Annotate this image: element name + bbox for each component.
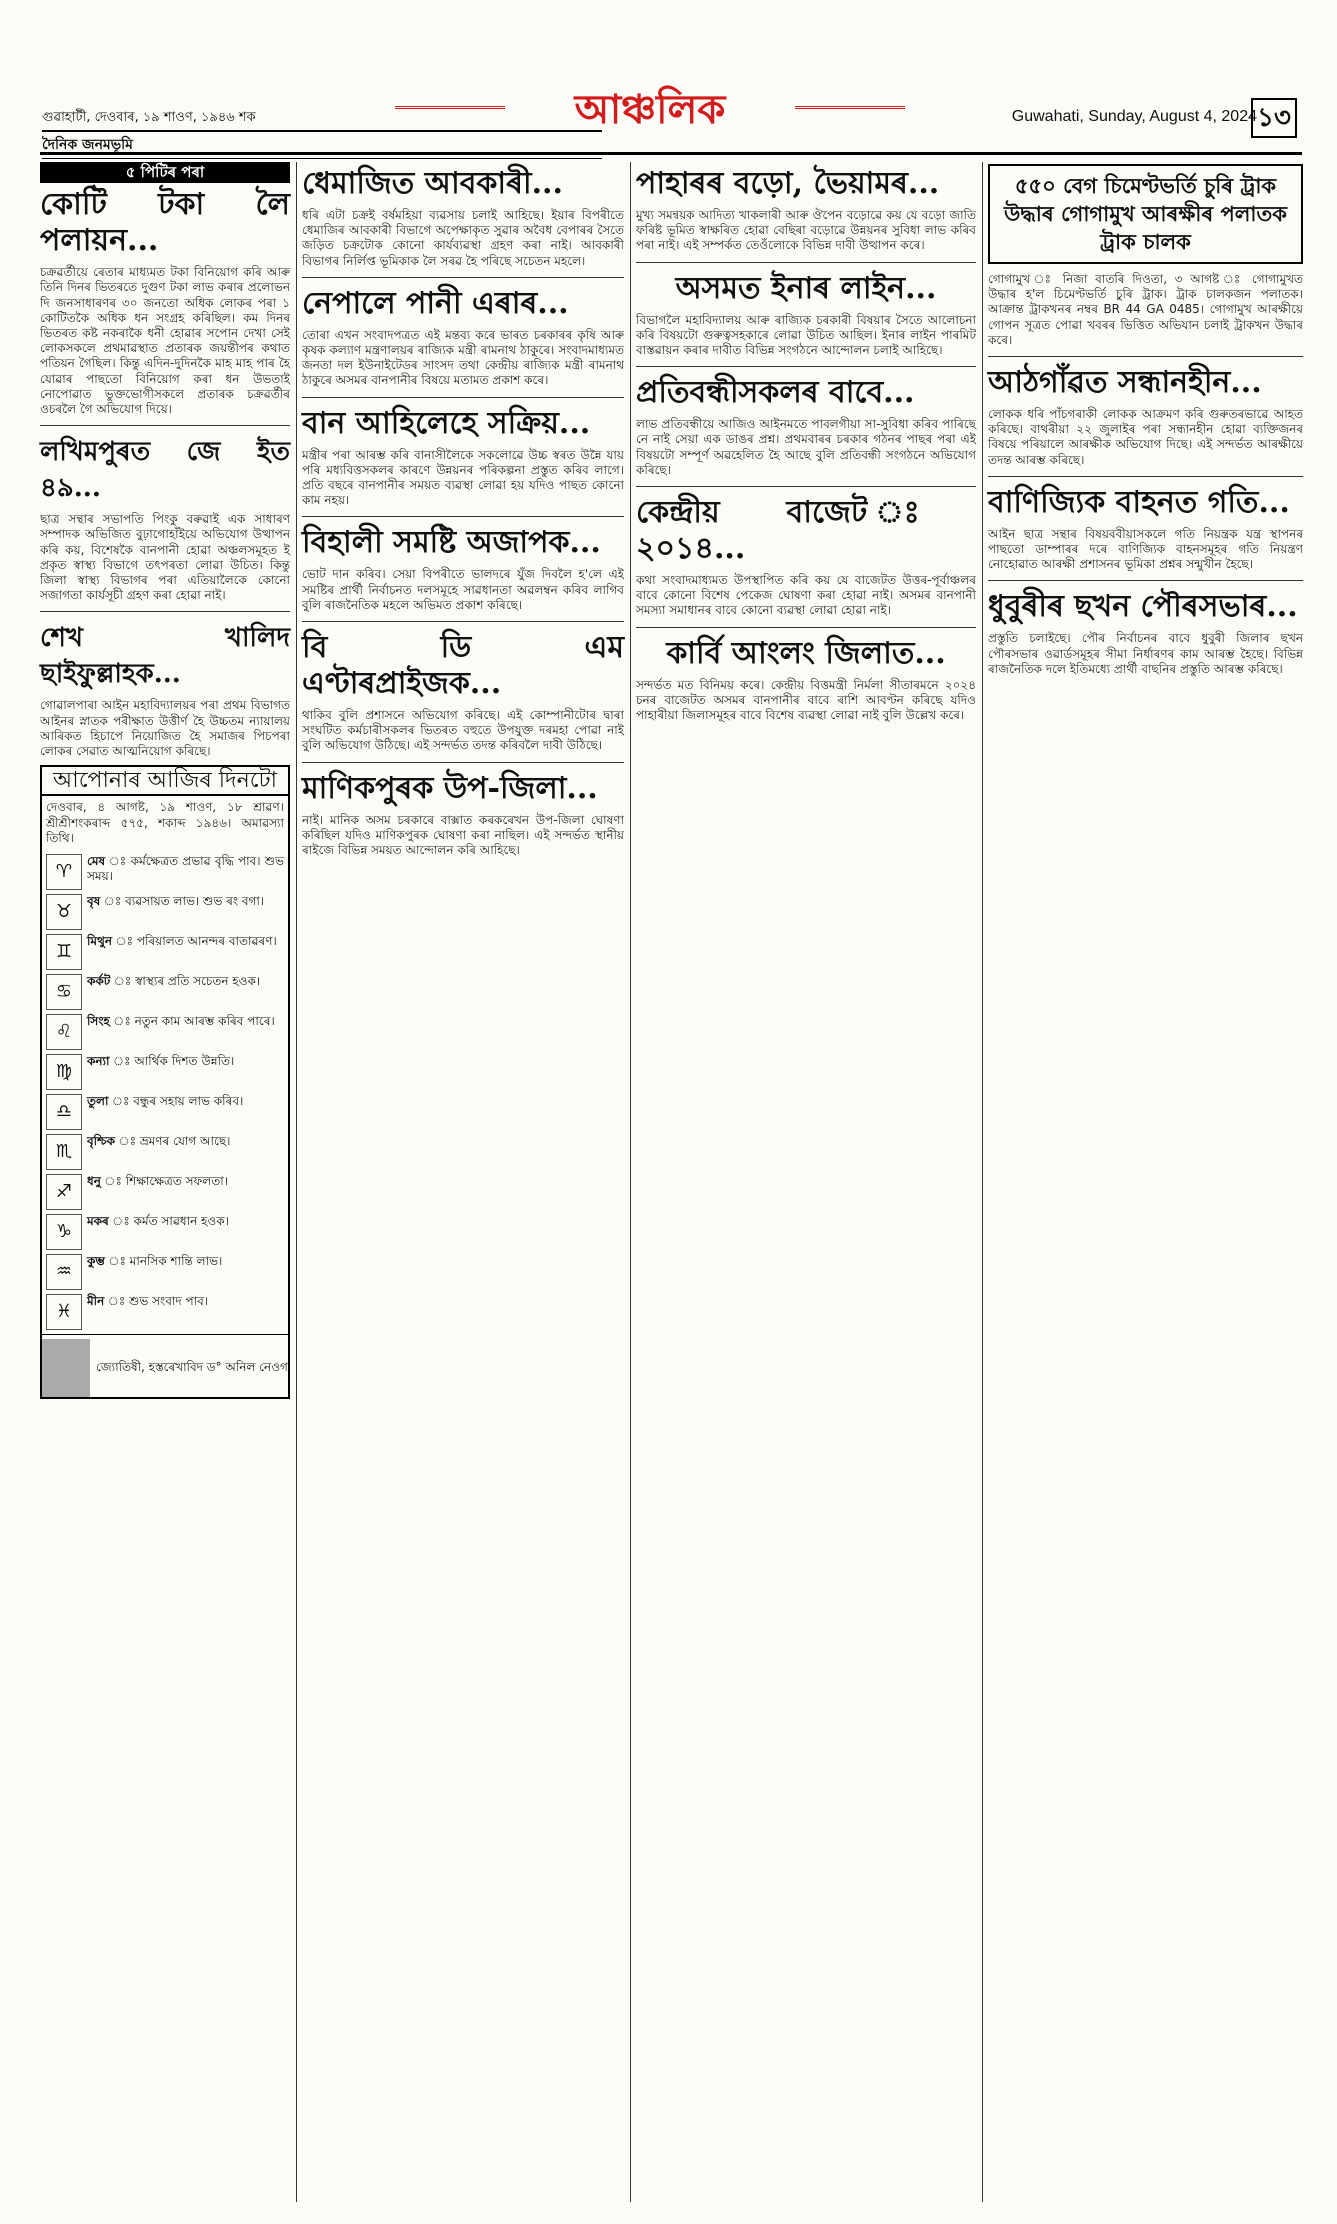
zodiac-icon: ♍ xyxy=(46,1054,82,1090)
article-body: গোৱালপাৰা আইন মহাবিদ্যালয়ৰ পৰা প্ৰথম বিভাগত আইনৰ স্নাতক পৰীক্ষাত উত্তীৰ্ণ হৈ উচ্চতম ন্যায়ালয় আৰিকত হিচাপে নিয়োজিত হৈ সমাজৰ পিচপৰা লোকৰ সেৱাত আত্মনিয়োগ কৰিছে। xyxy=(40,698,290,759)
article-headline: বি ডি এম এণ্টাৰপ্ৰাইজক... xyxy=(302,630,624,702)
zodiac-icon: ♌ xyxy=(46,1014,82,1050)
continued-label: ৫ পিটিৰ পৰা xyxy=(40,162,290,183)
article-headline: মাণিকপুৰক উপ-জিলা... xyxy=(302,770,598,806)
zodiac-entry: ♏ বৃশ্চিক ঃ ভ্ৰমণৰ যোগ আছে। xyxy=(46,1134,284,1170)
zodiac-entry: ♊ মিথুন ঃ পৰিয়ালত আনন্দৰ বাতাৱৰণ। xyxy=(46,934,284,970)
article-body: ছাত্ৰ সন্থাৰ সভাপতি পিংকু বৰুৱাই এক সাধাৰণ সম্পাদক অভিজিত বুঢ়াগোহাঁইয়ে অভিযোগ উত্থাপন কৰি কয়, বিশেষকৈ বানপানী হোৱা অঞ্চলসমূহত ই প্ৰকৃত স্বাস্থ্য বিভাগে তৎপৰতা লোৱা উচিত। কিন্তু জিলা স্বাস্থ্য বিভাগৰ পৰা এতিয়ালৈকে কোনো সজাগতা কাৰ্যসূচী গ্ৰহণ কৰা হোৱা নাই। xyxy=(40,512,290,603)
astrologer-credit: জ্যোতিষী, হস্তৰেখাবিদ ড° অনিল নেওগ xyxy=(42,1334,288,1397)
zodiac-icon: ♊ xyxy=(46,934,82,970)
article-body: সন্দৰ্ভত মত বিনিময় কৰে। কেন্দ্ৰীয় বিত্তমন্ত্ৰী নিৰ্মলা সীতাৰমনে ২০২৪ চনৰ বাজেটত অসমৰ বানপানীৰ বাবে ৰাশি আবণ্টন কৰিছে যদিও পাহাৰীয়া জিলাসমূহৰ বাবে বিশেষ ব্যৱস্থা লোৱা নাই বুলি উল্লেখ কৰে। xyxy=(636,677,976,723)
column-divider xyxy=(296,162,297,2202)
article-body: চক্ৰৱৰ্তীয়ে ৰেতাৰ মাধ্যমত টকা বিনিয়োগ কৰি আৰু তিনি দিনৰ ভিতৰতে দুগুণ টকা লাভ কৰাৰ প্ৰলোভন দি জনসাধাৰণৰ ৩০ জনতো অধিক লোকৰ পৰা ১ কোটিতকৈ অধিক ধন সংগ্ৰহ কৰিছিল। কম দিনৰ ভিতৰত কষ্ট নকৰাকৈ ধনী হোৱাৰ সপোন দেখা সেই লোকসকলে প্ৰথমাৱস্থাত প্ৰতাৰক জয়ন্তীপৰ কথাত পতিয়ন গৈছিল। কিন্তু এদিন-দুদিনকৈ মাহ মাহ পাৰ হৈ যোৱাৰ পাছতো বিনিয়োগ কৰা ধন উভতাই নোপোৱাত ভুক্তভোগীসকলে প্ৰতাৰক চক্ৰৱৰ্তীৰ ওচৰলৈ গৈ অভিযোগ দিয়ে। xyxy=(40,265,290,417)
zodiac-entry: ♈ মেষ ঃ কৰ্মক্ষেত্ৰত প্ৰভাৱ বৃদ্ধি পাব। শুভ সময়। xyxy=(46,854,284,890)
column-4 xyxy=(988,162,1303,677)
date-english: Guwahati, Sunday, August 4, 2024 xyxy=(1011,108,1257,125)
article-body: লোকক ধৰি পাঁচগৰাকী লোকক আক্ৰমণ কৰি গুৰুতৰভাৱে আহত কৰিছে। বাথৰীয়া ২২ জুলাইৰ পৰা সন্ধানহীন হোৱা ব্যক্তিজনৰ বিষয়ে পৰিয়ালে আৰক্ষীক অভিযোগ দিছে। এই সন্দৰ্ভত আৰক্ষীয়ে তদন্ত আৰম্ভ কৰিছে। xyxy=(988,407,1303,467)
article-headline: নেপালে পানী এৰাৰ... xyxy=(302,285,569,321)
article-headline: ৫৫০ বেগ চিমেণ্টভৰ্তি চুৰি ট্ৰাক উদ্ধাৰ গোগামুখ আৰক্ষীৰ পলাতক ট্ৰাক চালক xyxy=(988,164,1303,264)
article-body: মন্ত্ৰীৰ পৰা আৰম্ভ কৰি বানাসীলৈকে সকলোৱে উচ্চ স্বৰত উন্নৈ যায় পৰি মধ্যবিত্তসকলৰ কাৰণে উন্নয়নৰ পৰিকল্পনা প্ৰস্তুত কৰিব লাগে। প্ৰতি বছৰে বানপানীৰ সময়ত ব্যৱস্থা লোৱা হয় যদিও পাছত কোনো কাম নহয়। xyxy=(302,447,624,508)
article-body: নাই। মানিক অসম চৰকাৰে বাক্সাত কৰকৰেখন উপ-জিলা ঘোষণা কৰিছিল যদিও মাণিকপুৰক ঘোষণা কৰা নাছিল। এই সন্দৰ্ভত স্থানীয় ৰাইজে বিভিন্ন সময়ত আন্দোলন কৰি আহিছে। xyxy=(302,812,624,858)
page-number: ১৩ xyxy=(1251,98,1297,138)
article-headline: আঠগাঁৱত সন্ধানহীন... xyxy=(988,365,1262,401)
zodiac-entry: ♉ বৃষ ঃ ব্যৱসায়ত লাভ। শুভ ৰং বগা। xyxy=(46,894,284,930)
article-body: কথা সংবাদমাধ্যমত উপস্থাপিত কৰি কয় যে বাজেটত উত্তৰ-পূৰ্বাঞ্চলৰ বাবে কোনো বিশেষ পেকেজ ঘোষণা কৰা হোৱা নাই। অসমৰ বানপানী সমস্যা সমাধানৰ বাবে কোনো ব্যৱস্থা লোৱা হোৱা নাই। xyxy=(636,573,976,618)
article-headline: বান আহিলেহে সক্ৰিয়... xyxy=(302,405,591,441)
zodiac-icon: ♈ xyxy=(46,854,82,890)
date-local: গুৱাহাটী, দেওবাৰ, ১৯ শাওণ, ১৯৪৬ শক xyxy=(42,110,256,125)
article-body: তোৰা এখন সংবাদপত্ৰত এই মন্তব্য কৰে ভাৰত চৰকাৰৰ কৃষি আৰু কৃষক কল্যাণ মন্ত্ৰণালয়ৰ ৰাজ্যিক মন্ত্ৰী ৰামনাথ ঠাকুৰে। সংবাদমাধ্যমত জনতা দল ইউনাইটেডৰ সাংসদ তথা কেন্দ্ৰীয় ৰাজ্যিক মন্ত্ৰী ৰামনাথ ঠাকুৰে অসমৰ বানপানীৰ বিষয়ে মতামত প্ৰকাশ কৰে। xyxy=(302,327,624,388)
zodiac-entry: ♌ সিংহ ঃ নতুন কাম আৰম্ভ কৰিব পাৰে। xyxy=(46,1014,284,1050)
zodiac-icon: ♒ xyxy=(46,1254,82,1290)
article-body: বিভাগলৈ মহাবিদ্যালয় আৰু ৰাজ্যিক চৰকাৰী বিষয়াৰ সৈতে আলোচনা কৰি বিষয়টো গুৰুত্বসহকাৰে লোৱা উচিত আছিল। ইনাৰ লাইন পাৰমিট বাস্তৱায়ন কৰাৰ দাবীত বিভিন্ন সংগঠনে আন্দোলন চলাই আহিছে। xyxy=(636,312,976,358)
zodiac-icon: ♋ xyxy=(46,974,82,1010)
zodiac-icon: ♎ xyxy=(46,1094,82,1130)
article-body: গোগামুখ ঃ নিজা বাতৰি দিওতা, ৩ আগষ্ট ঃ গোগামুখত উদ্ধাৰ হ'ল চিমেণ্টভৰ্তি চুৰি ট্ৰাক। ট্ৰাক চালকজন পলাতক। আক্ৰান্ত ট্ৰাকখনৰ নম্বৰ BR 44 GA 0485। গোগামুখ আৰক্ষীয়ে গোপন সূত্ৰত পোৱা খবৰৰ ভিত্তিত অভিযান চলাই ট্ৰাকখন উদ্ধাৰ কৰে। xyxy=(988,272,1303,347)
column-1 xyxy=(40,162,290,1399)
zodiac-entry: ♐ ধনু ঃ শিক্ষাক্ষেত্ৰত সফলতা। xyxy=(46,1174,284,1210)
zodiac-entry: ♍ কন্যা ঃ আৰ্থিক দিশত উন্নতি। xyxy=(46,1054,284,1090)
article-body: মুখ্য সমন্বয়ক আদিত্য খাকলাৰী আৰু ঔপেন বড়োৱে কয় যে বড়ো জাতি ফৰিষ্ট ভূমিত স্বাক্ষৰিত হোৱা বেছিৰা বড়োৱে উন্নয়নৰ সুবিধা লাভ কৰিব পৰা নাই। এই সম্পৰ্কত তেওঁলোকে বিভিন্ন দাবী উত্থাপন কৰে। xyxy=(636,208,976,253)
zodiac-icon: ♑ xyxy=(46,1214,82,1250)
zodiac-entry: ♑ মকৰ ঃ কৰ্মত সাৱধান হওক। xyxy=(46,1214,284,1250)
article-headline: ধেমাজিত আবকাৰী... xyxy=(302,166,563,201)
horoscope-box xyxy=(40,765,290,1399)
article-headline: কাৰ্বি আংলং জিলাত... xyxy=(666,635,946,671)
zodiac-icon: ♏ xyxy=(46,1134,82,1170)
article-body: ধৰি এটা চক্ৰই বৰ্ষমহিয়া ব্যৱসায় চলাই আহিছে। ইয়াৰ বিপৰীতে ধেমাজিৰ আবকাৰী বিভাগে অপেক্ষাকৃত সুৱাৰ অবৈধ বেপাৰৰ সৈতে জড়িত চক্ৰটোক কোনো কাৰ্যব্যৱস্থা গ্ৰহণ কৰা নাই। আবকাৰী বিভাগৰ নিৰ্লিপ্ত ভূমিকাক লৈ সৰৱ হৈ পৰিছে সচেতন মহলে। xyxy=(302,208,624,268)
header-rule xyxy=(40,152,1302,155)
paper-name: দৈনিক জনমভূমি xyxy=(42,130,602,159)
horoscope-intro: দেওবাৰ, ৪ আগষ্ট, ১৯ শাওণ, ১৮ শ্ৰাৱণ। শ্ৰীশ্ৰীশংকৰাব্দ ৫৭৫, শকাব্দ ১৯৪৬। অমাৱস্যা তিথি। xyxy=(46,800,284,845)
column-divider xyxy=(982,162,983,2202)
astrologer-photo xyxy=(42,1339,90,1397)
article-headline: শেখ খালিদ ছাইফুল্লাহক... xyxy=(40,623,290,690)
article-body: ভোট দান কৰিব। সেয়া বিপৰীতে ভালদৰে যুঁজ দিবলৈ হ'লে এই সমষ্টিৰ প্ৰাৰ্থী নিৰ্বাচনত দলসমূহে সাৱধানতা অৱলম্বন কৰিব লাগিব বুলি ৰাজনৈতিক মহলে অভিমত প্ৰকাশ কৰিছে। xyxy=(302,567,624,612)
article-headline: কেন্দ্ৰীয় বাজেট ঃ ২০১৪... xyxy=(636,495,976,567)
article-headline: ধুবুৰীৰ ছখন পৌৰসভাৰ... xyxy=(988,589,1298,625)
article-headline: অসমত ইনাৰ লাইন... xyxy=(675,270,937,306)
article-headline: বিহালী সমষ্টি অজাপক... xyxy=(302,525,601,561)
zodiac-icon: ♓ xyxy=(46,1294,82,1330)
section-title: আঞ্চলিক xyxy=(515,78,785,140)
zodiac-entry: ♓ মীন ঃ শুভ সংবাদ পাব। xyxy=(46,1294,284,1330)
column-2 xyxy=(302,162,624,858)
article-headline: প্ৰতিবন্ধীসকলৰ বাবে... xyxy=(636,375,915,411)
article-headline: বাণিজ্যিক বাহনত গতি... xyxy=(988,484,1290,520)
column-divider xyxy=(630,162,631,2202)
column-3 xyxy=(636,162,976,723)
zodiac-icon: ♉ xyxy=(46,894,82,930)
horoscope-title: আপোনাৰ আজিৰ দিনটো xyxy=(42,767,288,796)
article-headline: কোটি টকা লৈ পলায়ন... xyxy=(40,187,290,259)
article-body: প্ৰস্তুতি চলাইছে। পৌৰ নিৰ্বাচনৰ বাবে ধুবুৰী জিলাৰ ছখন পৌৰসভাৰ ওৱাৰ্ডসমূহৰ সীমা নিৰ্ধাৰণৰ কাম আৰম্ভ হৈছে। বিভিন্ন ৰাজনৈতিক দলে ইতিমধ্যে প্ৰাৰ্থী বাছনিৰ প্ৰস্তুতি আৰম্ভ কৰিছে। xyxy=(988,631,1303,676)
zodiac-icon: ♐ xyxy=(46,1174,82,1210)
article-body: লাভ প্ৰতিবন্ধীয়ে আজিও আইনমতে পাবলগীয়া সা-সুবিধা কৰিব পাৰিছে নে নাই সেয়া এক ডাঙৰ প্ৰশ্ন। প্ৰথমবাৰৰ চৰকাৰ গঠনৰ পাছৰ পৰা এই বিষয়টো সম্পূৰ্ণ অৱহেলিত হৈ আছে বুলি প্ৰতিবন্ধী সংগঠনে অভিযোগ কৰিছে। xyxy=(636,417,976,477)
zodiac-entry: ♎ তুলা ঃ বন্ধুৰ সহায় লাভ কৰিব। xyxy=(46,1094,284,1130)
zodiac-entry: ♋ কৰ্কট ঃ স্বাস্থ্যৰ প্ৰতি সচেতন হওক। xyxy=(46,974,284,1010)
zodiac-entry: ♒ কুম্ভ ঃ মানসিক শান্তি লাভ। xyxy=(46,1254,284,1290)
article-body: আইন ছাত্ৰ সন্থাৰ বিষয়ববীয়াসকলে গতি নিয়ন্ত্ৰক যন্ত্ৰ স্থাপনৰ পাছতো ডাম্পাৰৰ দৰে বাণিজ্যিক বাহনসমূহৰ গতি নিয়ন্ত্ৰণ নোহোৱাত আৰক্ষী প্ৰশাসনৰ ভূমিকা প্ৰশ্নৰ সন্মুখীন হৈছে। xyxy=(988,526,1303,572)
article-body: থাকিব বুলি প্ৰশাসনে অভিযোগ কৰিছে। এই কোম্পানীটোৰ দ্বাৰা সংঘটিত কৰ্মচাৰীসকলৰ ভিতৰত বহুতে উপযুক্ত দৰমহা পোৱা নাই বুলি অভিযোগ উঠিছে। এই সন্দৰ্ভত তদন্ত কৰিবলৈ দাবী উঠিছে। xyxy=(302,708,624,753)
article-headline: লখিমপুৰত জে ইত ৪৯... xyxy=(40,437,290,504)
article-headline: পাহাৰৰ বড়ো, ভৈয়ামৰ... xyxy=(636,166,940,201)
